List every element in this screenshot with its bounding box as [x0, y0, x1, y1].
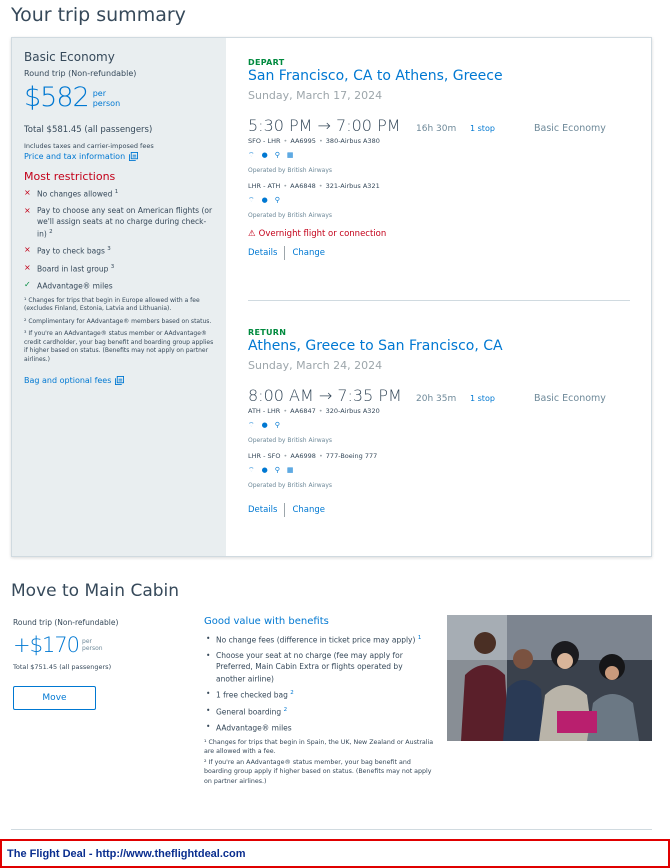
flight-info: ATH - LHR • AA6847 • 320-Airbus A320 — [248, 407, 380, 415]
details-link[interactable]: Details — [248, 505, 278, 515]
benefit-item — [204, 705, 434, 718]
move-price: +$170 — [13, 633, 80, 657]
depart-time-row — [248, 116, 638, 135]
change-link[interactable]: Change — [292, 505, 326, 515]
x-icon: × — [24, 188, 31, 197]
amenities — [248, 421, 638, 430]
depart-label: DEPART — [248, 58, 285, 67]
bullet-icon: • — [206, 722, 211, 731]
x-icon: × — [24, 205, 31, 215]
details-link[interactable]: Details — [248, 248, 278, 258]
benefit-text: Choose your seat at no charge (fee may apply for Preferred, Main Cabin Extra or flights operated by another airline) — [216, 650, 403, 683]
fare-total: Total $581.45 (all passengers) — [24, 125, 153, 135]
entertainment-icon: ▦ — [286, 151, 294, 159]
operated-by: Operated by British Airways — [248, 212, 332, 219]
footnote: ² Complimentary for AAdvantage® members based on status. — [24, 317, 212, 325]
wifi-icon: ⌔ — [248, 421, 255, 429]
benefit-text: No change fees (difference in ticket price may apply) $^1$ — [216, 635, 422, 645]
fare-name: Basic Economy — [24, 50, 115, 64]
segment-divider — [248, 300, 630, 301]
return-route: Athens, Greece to San Francisco, CA — [248, 338, 503, 354]
fare-footnotes — [24, 297, 214, 365]
benefit-item — [204, 688, 434, 701]
bullet-icon: • — [206, 634, 211, 643]
check-icon: ✓ — [24, 280, 31, 289]
travelers-photo — [447, 615, 652, 741]
return-stops-link[interactable]: 1 stop — [470, 394, 495, 403]
trip-type: Round trip (Non-refundable) — [24, 69, 137, 78]
move-price-panel — [13, 618, 193, 710]
restriction-text: AAdvantage® miles — [37, 281, 113, 291]
benefit-item — [204, 633, 434, 646]
amenities — [248, 151, 638, 160]
depart-date: Sunday, March 17, 2024 — [248, 89, 383, 102]
restriction-text: No changes allowed $^1$ — [37, 189, 119, 199]
link-separator — [284, 503, 285, 517]
return-leg-1 — [248, 407, 638, 444]
per-person-label: per person — [82, 638, 103, 652]
flight-info: LHR - SFO • AA6998 • 777-Boeing 777 — [248, 452, 378, 460]
restriction-item — [24, 205, 214, 240]
bullet-icon: • — [206, 689, 211, 698]
return-leg-2 — [248, 452, 638, 489]
move-total: Total $751.45 (all passengers) — [13, 663, 112, 671]
footnote: ¹ Changes for trips that begin in Spain, the UK, New Zealand or Australia are allowed with a fee. — [204, 738, 434, 755]
link-separator — [284, 246, 285, 260]
benefit-text: 1 free checked bag $^2$ — [216, 690, 294, 700]
benefits-panel — [204, 616, 434, 786]
depart-route: San Francisco, CA to Athens, Greece — [248, 68, 503, 84]
power-icon: ● — [261, 196, 268, 204]
restriction-text: Pay to check bags $^3$ — [37, 246, 111, 256]
restriction-item — [24, 262, 214, 275]
restriction-text: Pay to choose any seat on American flights (or we'll assign seats at no charge during check-in) $^2$ — [37, 205, 213, 238]
usb-icon: ⚲ — [274, 151, 280, 159]
wifi-icon: ⌔ — [248, 196, 255, 204]
restrictions-list — [24, 187, 214, 292]
operated-by: Operated by British Airways — [248, 167, 332, 174]
bullet-icon: • — [206, 705, 211, 715]
entertainment-icon: ▦ — [286, 466, 294, 474]
usb-icon: ⚲ — [274, 196, 280, 204]
page-title: Your trip summary — [11, 4, 186, 26]
trip-summary-card — [11, 37, 652, 557]
depart-stops-link[interactable]: 1 stop — [470, 124, 495, 133]
usb-icon: ⚲ — [274, 421, 280, 429]
move-price-row — [13, 633, 193, 657]
amenities — [248, 196, 638, 205]
depart-leg-1 — [248, 137, 638, 174]
popup-icon — [129, 152, 138, 161]
return-times: 8:00 AM → 7:35 PM — [248, 386, 402, 405]
benefit-text: AAdvantage® miles — [216, 723, 292, 733]
operated-by: Operated by British Airways — [248, 437, 332, 444]
benefits-list — [204, 633, 434, 734]
wifi-icon: ⌔ — [248, 151, 255, 159]
bag-fees-link[interactable]: Bag and optional fees — [24, 376, 214, 385]
power-icon: ● — [261, 466, 268, 474]
move-title: Move to Main Cabin — [11, 581, 180, 601]
depart-times: 5:30 PM → 7:00 PM — [248, 116, 401, 135]
restriction-item — [24, 187, 214, 200]
power-icon: ● — [261, 421, 268, 429]
travelers-photo-illustration — [447, 615, 652, 741]
fare-price: $582 — [24, 82, 89, 113]
amenities — [248, 466, 638, 475]
overnight-warning: ⚠ Overnight flight or connection — [248, 229, 387, 239]
benefit-item — [204, 650, 434, 685]
price-tax-link[interactable]: Price and tax information — [24, 152, 214, 161]
benefits-footnotes — [204, 738, 434, 787]
return-duration: 20h 35m — [416, 394, 457, 404]
flight-info: LHR - ATH • AA6848 • 321-Airbus A321 — [248, 182, 380, 190]
benefits-title: Good value with benefits — [204, 616, 329, 627]
wifi-icon: ⌔ — [248, 466, 255, 474]
move-trip-type: Round trip (Non-refundable) — [13, 618, 119, 627]
per-person-label: per person — [92, 89, 121, 108]
depart-links — [248, 246, 638, 260]
restriction-item — [24, 244, 214, 257]
benefit-text: General boarding $^2$ — [216, 706, 288, 716]
footnote: ³ If you're an AAdvantage® status member or AAdvantage® credit cardholder, your bag benefit and boarding group applies if higher based on status. (Benefits may not apply on partner airlines.) — [24, 330, 214, 363]
benefit-item — [204, 721, 434, 734]
footer-text[interactable]: The Flight Deal - http://www.theflightdeal.com — [7, 848, 246, 860]
restrictions-title: Most restrictions — [24, 170, 116, 183]
depart-cabin: Basic Economy — [534, 123, 606, 134]
bullet-icon: • — [206, 650, 211, 660]
footnote: ¹ Changes for trips that begin in Europe allowed with a fee (excludes Finland, Estonia, Latvia and Lithuania). — [24, 296, 200, 312]
includes-taxes: Includes taxes and carrier-imposed fees — [24, 142, 154, 150]
usb-icon: ⚲ — [274, 466, 280, 474]
return-time-row — [248, 386, 638, 405]
return-date: Sunday, March 24, 2024 — [248, 359, 383, 372]
footer-banner — [0, 839, 670, 868]
restriction-text: Board in last group $^3$ — [37, 263, 115, 273]
return-cabin: Basic Economy — [534, 393, 606, 404]
x-icon: × — [24, 245, 31, 254]
change-link[interactable]: Change — [292, 248, 326, 258]
depart-duration: 16h 30m — [416, 124, 457, 134]
section-divider — [11, 829, 652, 830]
return-links — [248, 503, 638, 517]
restriction-item — [24, 279, 214, 292]
fare-panel — [12, 38, 226, 556]
operated-by: Operated by British Airways — [248, 482, 332, 489]
return-segment — [248, 328, 638, 517]
popup-icon — [115, 376, 124, 385]
warning-icon: ⚠ — [248, 229, 256, 239]
depart-segment — [248, 58, 638, 260]
depart-leg-2 — [248, 182, 638, 219]
price-row — [24, 82, 214, 113]
move-button[interactable]: Move — [13, 686, 96, 710]
x-icon: × — [24, 262, 31, 272]
footnote: ² If you're an AAdvantage® status member, your bag benefit and boarding group apply if higher based on status. (Benefits may not apply on partner airlines.) — [204, 758, 432, 785]
power-icon: ● — [261, 151, 268, 159]
return-label: RETURN — [248, 328, 287, 337]
flight-info: SFO - LHR • AA6995 • 380-Airbus A380 — [248, 137, 380, 145]
